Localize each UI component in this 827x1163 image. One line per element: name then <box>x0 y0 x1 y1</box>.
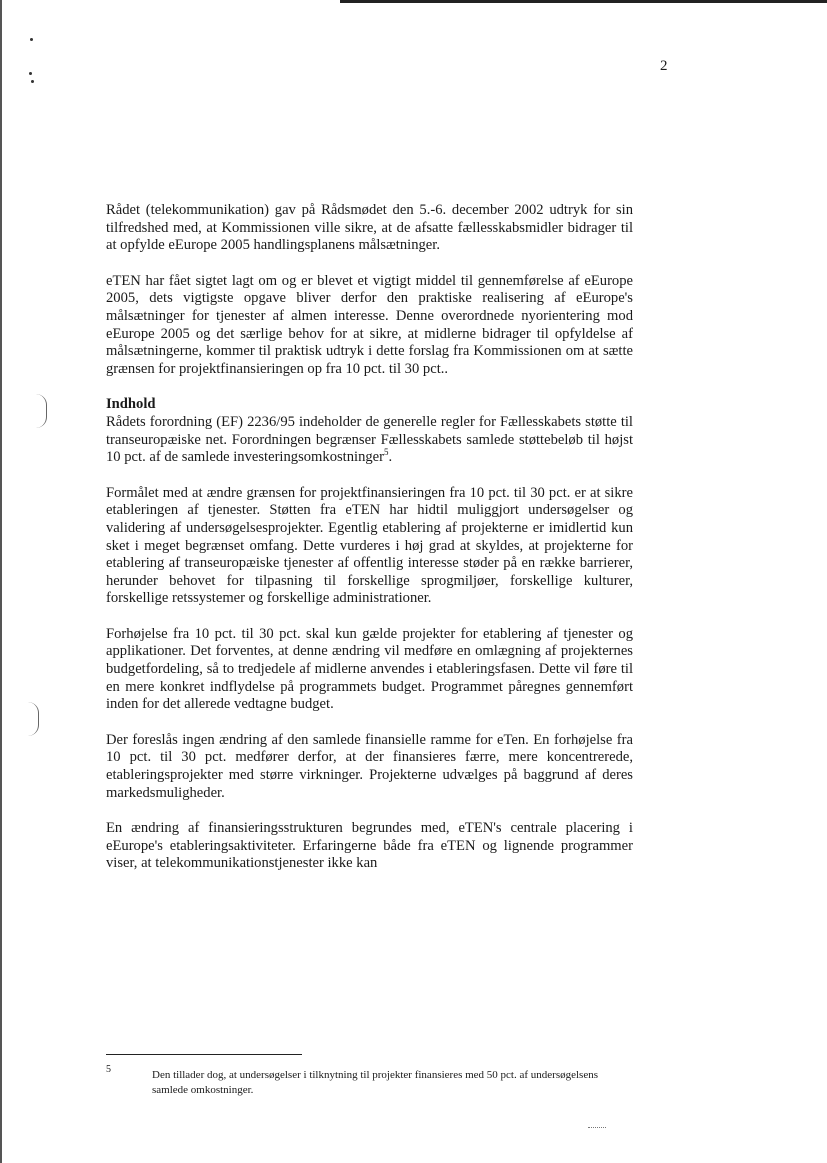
paragraph: En ændring af finansieringsstrukturen begrundes med, eTEN's centrale placering i eEurope's etableringsaktiviteter. Erfaringerne både fra eTEN og lignende programmer viser, at telekommunikationstjenester ikke kan <box>106 820 633 872</box>
scan-mark <box>29 72 32 75</box>
section-text-end: . <box>388 449 393 466</box>
scan-dots <box>588 1127 606 1129</box>
paragraph: eTEN har fået sigtet lagt om og er blevet et vigtigt middel til gennemførelse af eEurope 2005, dets vigtigste opgave bliver derfor den praktiske realisering af eEurope's målsætninger for tjenester af almen interesse. Denne overordnede nyorientering mod eEurope 2005 og det særlige behov for at sikre, at midlerne bidrager til opfyldelse af målsætningerne, kommer til praktisk udtryk i dette forslag fra Kommissionen om at sætte grænsen for projektfinansieringen op fra 10 pct. til 30 pct.. <box>106 272 633 377</box>
scan-mark <box>31 80 34 83</box>
scan-bracket <box>36 394 47 428</box>
footnote-text: Den tillader dog, at undersøgelser i tilknytning til projekter finansieres med 50 pct. af undersøgelsens samlede omkostninger. <box>152 1069 598 1096</box>
scan-top-line <box>340 0 827 3</box>
paragraph: Der foreslås ingen ændring af den samlede finansielle ramme for eTen. En forhøjelse fra 10 pct. til 30 pct. medfører derfor, at der finansieres færre, mere koncentrerede, etableringsprojekter med større virkninger. Projekterne udvælges på baggrund af deres markedsmuligheder. <box>106 731 633 801</box>
section-heading: Indhold <box>106 396 156 413</box>
scan-bracket <box>28 702 39 736</box>
footnote-rule <box>106 1054 302 1055</box>
page-number: 2 <box>660 58 668 74</box>
paragraph: Rådet (telekommunikation) gav på Rådsmødet den 5.-6. december 2002 udtryk for sin tilfredshed med, at Kommissionen ville sikre, at de afsatte fællesskabsmidler bidrager til at opfylde eEurope 2005 handlingsplanens målsætninger. <box>106 202 633 254</box>
footnote-number: 5 <box>106 1064 111 1075</box>
paragraph: Formålet med at ændre grænsen for projektfinansieringen fra 10 pct. til 30 pct. er at sikre etableringen af tjenester. Støtten fra eTEN har hidtil muliggjort undersøgelser og validering af undersøgelsesprojekter. Egentlig etablering af projekterne er imidlertid kun sket i meget begrænset omfang. Dette vurderes i høj grad at skyldes, at projekterne for etablering af transeuropæiske tjenester af offentlig interesse støder på en række barrierer, herunder behovet for tilpasning til forskellige sprogmiljøer, forskellige kulturer, forskellige retssystemer og forskellige administrationer. <box>106 484 633 607</box>
footnote-reference: 5 <box>384 447 389 458</box>
section-text: Rådets forordning (EF) 2236/95 indeholder de generelle regler for Fællesskabets støtte til transeuropæiske net. Forordningen begrænser Fællesskabets samlede støttebeløb til højst 10 pct. af de samlede investeringsomkostninger <box>106 413 633 466</box>
scan-left-edge <box>0 0 2 1163</box>
paragraph: Forhøjelse fra 10 pct. til 30 pct. skal kun gælde projekter for etablering af tjenester og applikationer. Det forventes, at denne ændring vil medføre en omlægning af projekternes budgetfordeling, så to tredjedele af midlerne anvendes i etableringsfasen. Dette vil føre til en mere konkret indflydelse på programmets budget. Programmet påregnes gennemført inden for det allerede vedtagne budget. <box>106 625 633 713</box>
scan-mark <box>30 38 33 41</box>
body-text <box>106 202 633 873</box>
section-paragraph <box>106 414 633 467</box>
